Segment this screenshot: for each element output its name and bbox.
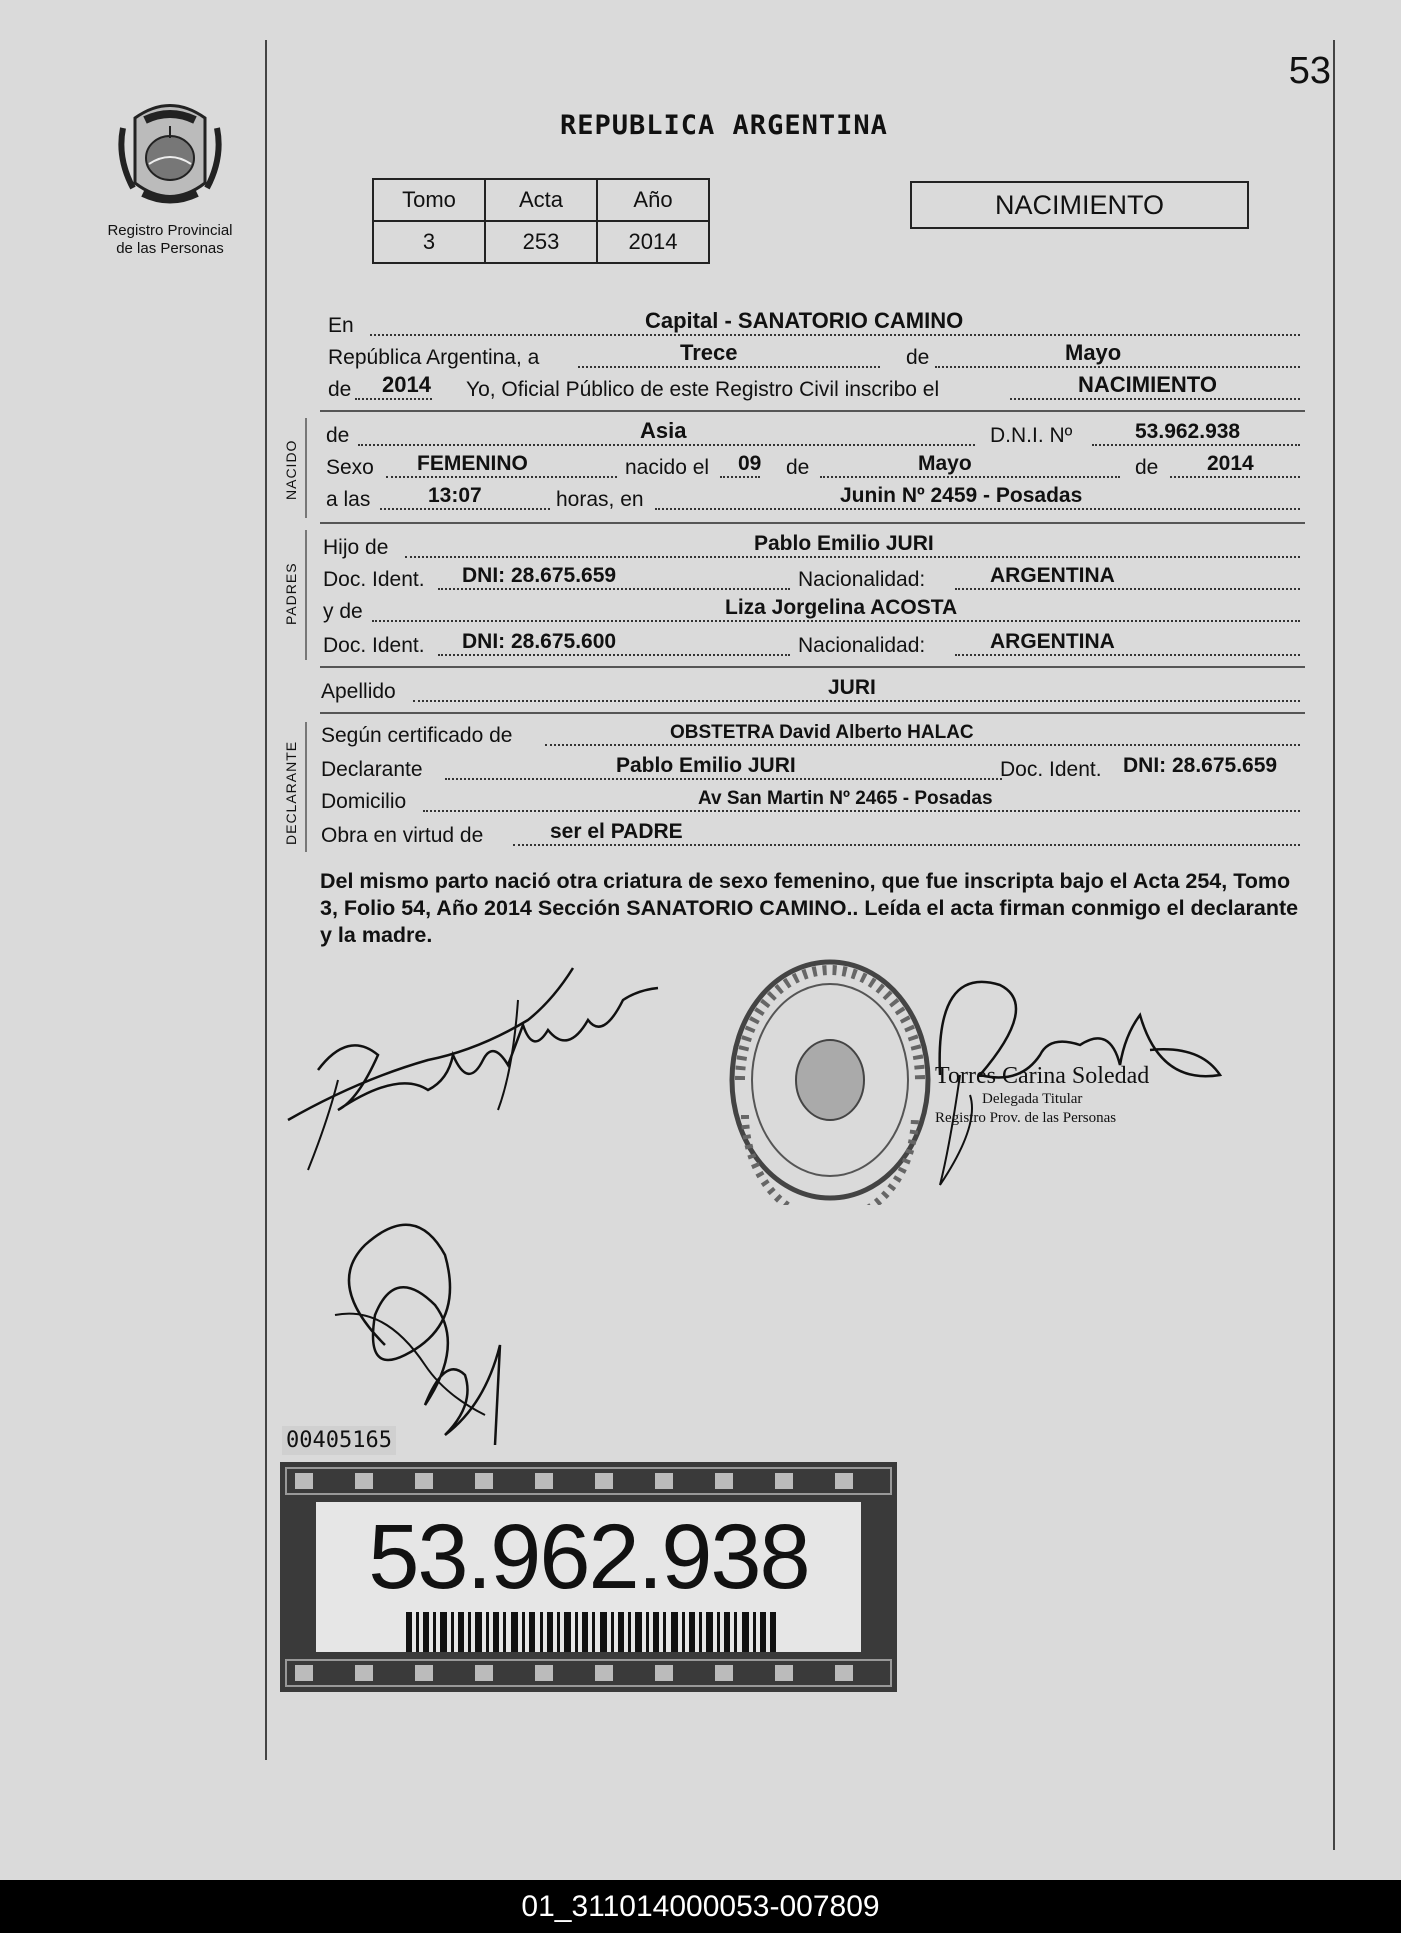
separator <box>320 522 1305 524</box>
section-bar-padres <box>305 530 307 660</box>
row-father-doc <box>320 564 1300 596</box>
registration-note: Del mismo parto nació otra criatura de sexo femenino, que fue inscripta bajo el Acta 254, Tomo 3, Folio 54, Año 2014 Sección SANATORIO CAMINO.. Leída el acta firman conmigo el declarante y la madre. <box>320 869 1299 947</box>
separator <box>320 712 1305 714</box>
label-doc-ident: Doc. Ident. <box>323 634 425 657</box>
value-birth-month: Mayo <box>918 452 972 475</box>
record-value-row <box>373 221 709 263</box>
label-year-de: de <box>328 378 352 401</box>
scan-footer-code: 01_311014000053-007809 <box>0 1880 1401 1933</box>
value-mother-name: Liza Jorgelina ACOSTA <box>725 596 958 619</box>
declarant-signature <box>278 960 698 1180</box>
row-apellido <box>320 676 1300 708</box>
value-birth-place: Junin Nº 2459 - Posadas <box>840 484 1083 507</box>
label-a-las: a las <box>326 488 371 511</box>
separator <box>320 410 1305 412</box>
record-value-tomo: 3 <box>373 221 485 263</box>
mother-signature <box>325 1205 555 1455</box>
value-sexo: FEMENINO <box>417 452 528 475</box>
label-phrase: Yo, Oficial Público de este Registro Civil inscribo el <box>466 378 940 401</box>
label-de: de <box>1135 456 1159 479</box>
barcode-area <box>316 1502 861 1652</box>
row-hijo-de <box>320 532 1300 564</box>
right-margin-line <box>1333 40 1335 1850</box>
label-apellido: Apellido <box>321 680 396 703</box>
left-margin-line <box>265 40 267 1760</box>
separator <box>320 666 1305 668</box>
row-y-de <box>320 596 1300 628</box>
serial-number: 00405165 <box>282 1426 396 1455</box>
value-father-doc: DNI: 28.675.659 <box>462 564 617 587</box>
value-year: 2014 <box>382 372 431 397</box>
record-header-tomo: Tomo <box>373 179 485 221</box>
label-de: de <box>786 456 810 479</box>
value-child-dni: 53.962.938 <box>1135 420 1241 443</box>
label-declarante: Declarante <box>321 758 423 781</box>
label-dni: D.N.I. Nº <box>990 424 1073 447</box>
provincial-logo <box>100 98 240 258</box>
official-name: Torres Carina Soledad <box>935 1063 1150 1089</box>
label-en: En <box>328 314 354 337</box>
value-certificado: OBSTETRA David Alberto HALAC <box>670 722 974 743</box>
barcode-icon <box>406 1612 776 1652</box>
value-declarante: Pablo Emilio JURI <box>616 754 796 777</box>
section-label-padres: PADRES <box>283 562 299 625</box>
page-number: 53 <box>1288 50 1331 92</box>
record-value-ano: 2014 <box>597 221 709 263</box>
row-nacido-sexo <box>320 452 1300 484</box>
row-declarante <box>320 754 1300 786</box>
label-segun-certificado: Según certificado de <box>321 724 513 747</box>
row-nacido-hora <box>320 484 1300 516</box>
value-birth-year: 2014 <box>1207 452 1254 475</box>
record-header-acta: Acta <box>485 179 597 221</box>
label-domicilio: Domicilio <box>321 790 407 813</box>
label-y-de: y de <box>323 600 363 623</box>
value-declarante-doc: DNI: 28.675.659 <box>1123 754 1278 777</box>
barcode-number: 53.962.938 <box>368 1506 809 1608</box>
label-horas-en: horas, en <box>556 488 644 511</box>
label-doc-ident: Doc. Ident. <box>323 568 425 591</box>
value-child-name: Asia <box>640 418 687 443</box>
value-obra: ser el PADRE <box>550 820 683 843</box>
row-mother-doc <box>320 630 1300 662</box>
section-label-declarante: DECLARANTE <box>283 740 299 845</box>
barcode-label <box>280 1462 897 1692</box>
label-sexo: Sexo <box>326 456 374 479</box>
record-header-ano: Año <box>597 179 709 221</box>
registry-stamp-icon <box>725 955 935 1205</box>
section-label-nacido: NACIDO <box>283 439 299 500</box>
row-en <box>320 310 1300 342</box>
value-apellido: JURI <box>828 676 876 699</box>
row-certificado <box>320 720 1300 752</box>
value-birth-time: 13:07 <box>428 484 482 507</box>
document-title: REPUBLICA ARGENTINA <box>560 110 888 141</box>
label-nacido-el: nacido el <box>625 456 710 479</box>
logo-caption-line1: Registro Provincial <box>107 222 233 239</box>
value-mother-nationality: ARGENTINA <box>990 630 1115 653</box>
official-office: Registro Prov. de las Personas <box>935 1110 1117 1126</box>
official-title: Delegada Titular <box>982 1091 1083 1107</box>
label-doc-ident: Doc. Ident. <box>1000 758 1102 781</box>
row-republica <box>320 342 1300 374</box>
section-bar-nacido <box>305 418 307 518</box>
logo-caption-line2: de las Personas <box>116 240 224 257</box>
row-domicilio <box>320 786 1300 818</box>
label-nacionalidad: Nacionalidad: <box>798 634 926 657</box>
record-value-acta: 253 <box>485 221 597 263</box>
value-father-name: Pablo Emilio JURI <box>754 532 934 555</box>
registry-stamp <box>725 955 935 1205</box>
value-birth-day: 09 <box>738 452 762 475</box>
row-year <box>320 374 1300 406</box>
label-de: de <box>326 424 350 447</box>
section-bar-declarante <box>305 722 307 852</box>
label-obra-en-virtud: Obra en virtud de <box>321 824 484 847</box>
value-domicilio: Av San Martin Nº 2465 - Posadas <box>698 788 993 809</box>
label-republica: República Argentina, a <box>328 346 540 369</box>
value-act: NACIMIENTO <box>1078 372 1217 397</box>
value-month: Mayo <box>1065 340 1122 365</box>
value-day: Trece <box>680 340 738 365</box>
record-header-row <box>373 179 709 221</box>
provincial-seal-icon <box>115 98 225 213</box>
value-mother-doc: DNI: 28.675.600 <box>462 630 617 653</box>
label-de: de <box>906 346 930 369</box>
row-obra <box>320 820 1300 852</box>
label-hijo-de: Hijo de <box>323 536 389 559</box>
value-place: Capital - SANATORIO CAMINO <box>645 308 964 333</box>
value-father-nationality: ARGENTINA <box>990 564 1115 587</box>
row-nacido-name <box>320 420 1300 452</box>
record-table <box>372 178 710 264</box>
record-kind-box: NACIMIENTO <box>910 181 1249 229</box>
label-nacionalidad: Nacionalidad: <box>798 568 926 591</box>
